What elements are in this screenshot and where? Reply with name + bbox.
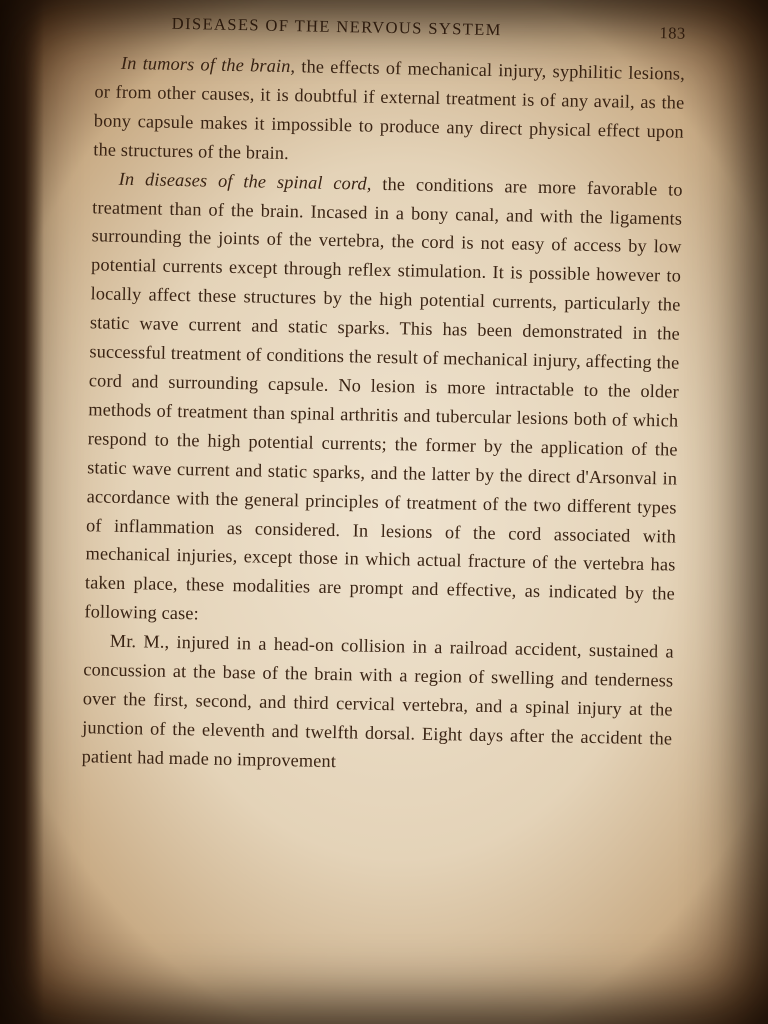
paragraph-text: the effects of mechanical injury, syphilitic lesions, or from other causes, it is doubtful if external treatment is of any avail, as the bony capsule makes it impossible to produce any direct physical effect upon the structures of the brain. <box>93 56 686 163</box>
paragraph-text: Mr. M., injured in a head-on collision in a railroad accident, sustained a concussion at the base of the brain with a region of swelling and tenderness over the first, second, and third cervical vertebra, and a spinal injury at the junction of the eleventh and twelfth dorsal. Eight days after the accident the patient had made no improvement <box>81 630 675 771</box>
paragraph-lead: In tumors of the brain, <box>120 52 296 77</box>
paragraph-brain-tumors <box>93 48 685 175</box>
book-page <box>77 8 686 1009</box>
paragraph-case-report <box>81 626 674 782</box>
running-header-title: DISEASES OF THE NERVOUS SYSTEM <box>171 13 502 40</box>
book-binding-shadow <box>0 0 44 1024</box>
paragraph-spinal-cord <box>84 164 683 638</box>
paragraph-text: the conditions are more favorable to treatment than of the brain. Incased in a bony canal, and with the ligaments surrounding the joints of the vertebra, the cord is not easy of access by low potential currents except through reflex stimulation. It is possible however to locally affect these structures by the high potential currents, particularly the static wave current and static sparks. This has been demonstrated in the successful treatment of conditions the result of mechanical injury, affecting the cord and surrounding capsule. No lesion is more intractable to the older methods of treatment than spinal arthritis and tubercular lesions both of which respond to the high potential currents; the former by the application of the static wave current and static sparks, and the latter by the direct d'Arsonval in accordance with the general principles of treatment of the two different types of inflammation as considered. In lesions of the cord associated with mechanical injuries, except those in which actual fracture of the vertebra has taken place, these modalities are prompt and effective, as indicated by the following case: <box>84 173 683 624</box>
paragraph-lead: In diseases of the spinal cord, <box>118 168 372 194</box>
page-number: 183 <box>659 23 686 43</box>
